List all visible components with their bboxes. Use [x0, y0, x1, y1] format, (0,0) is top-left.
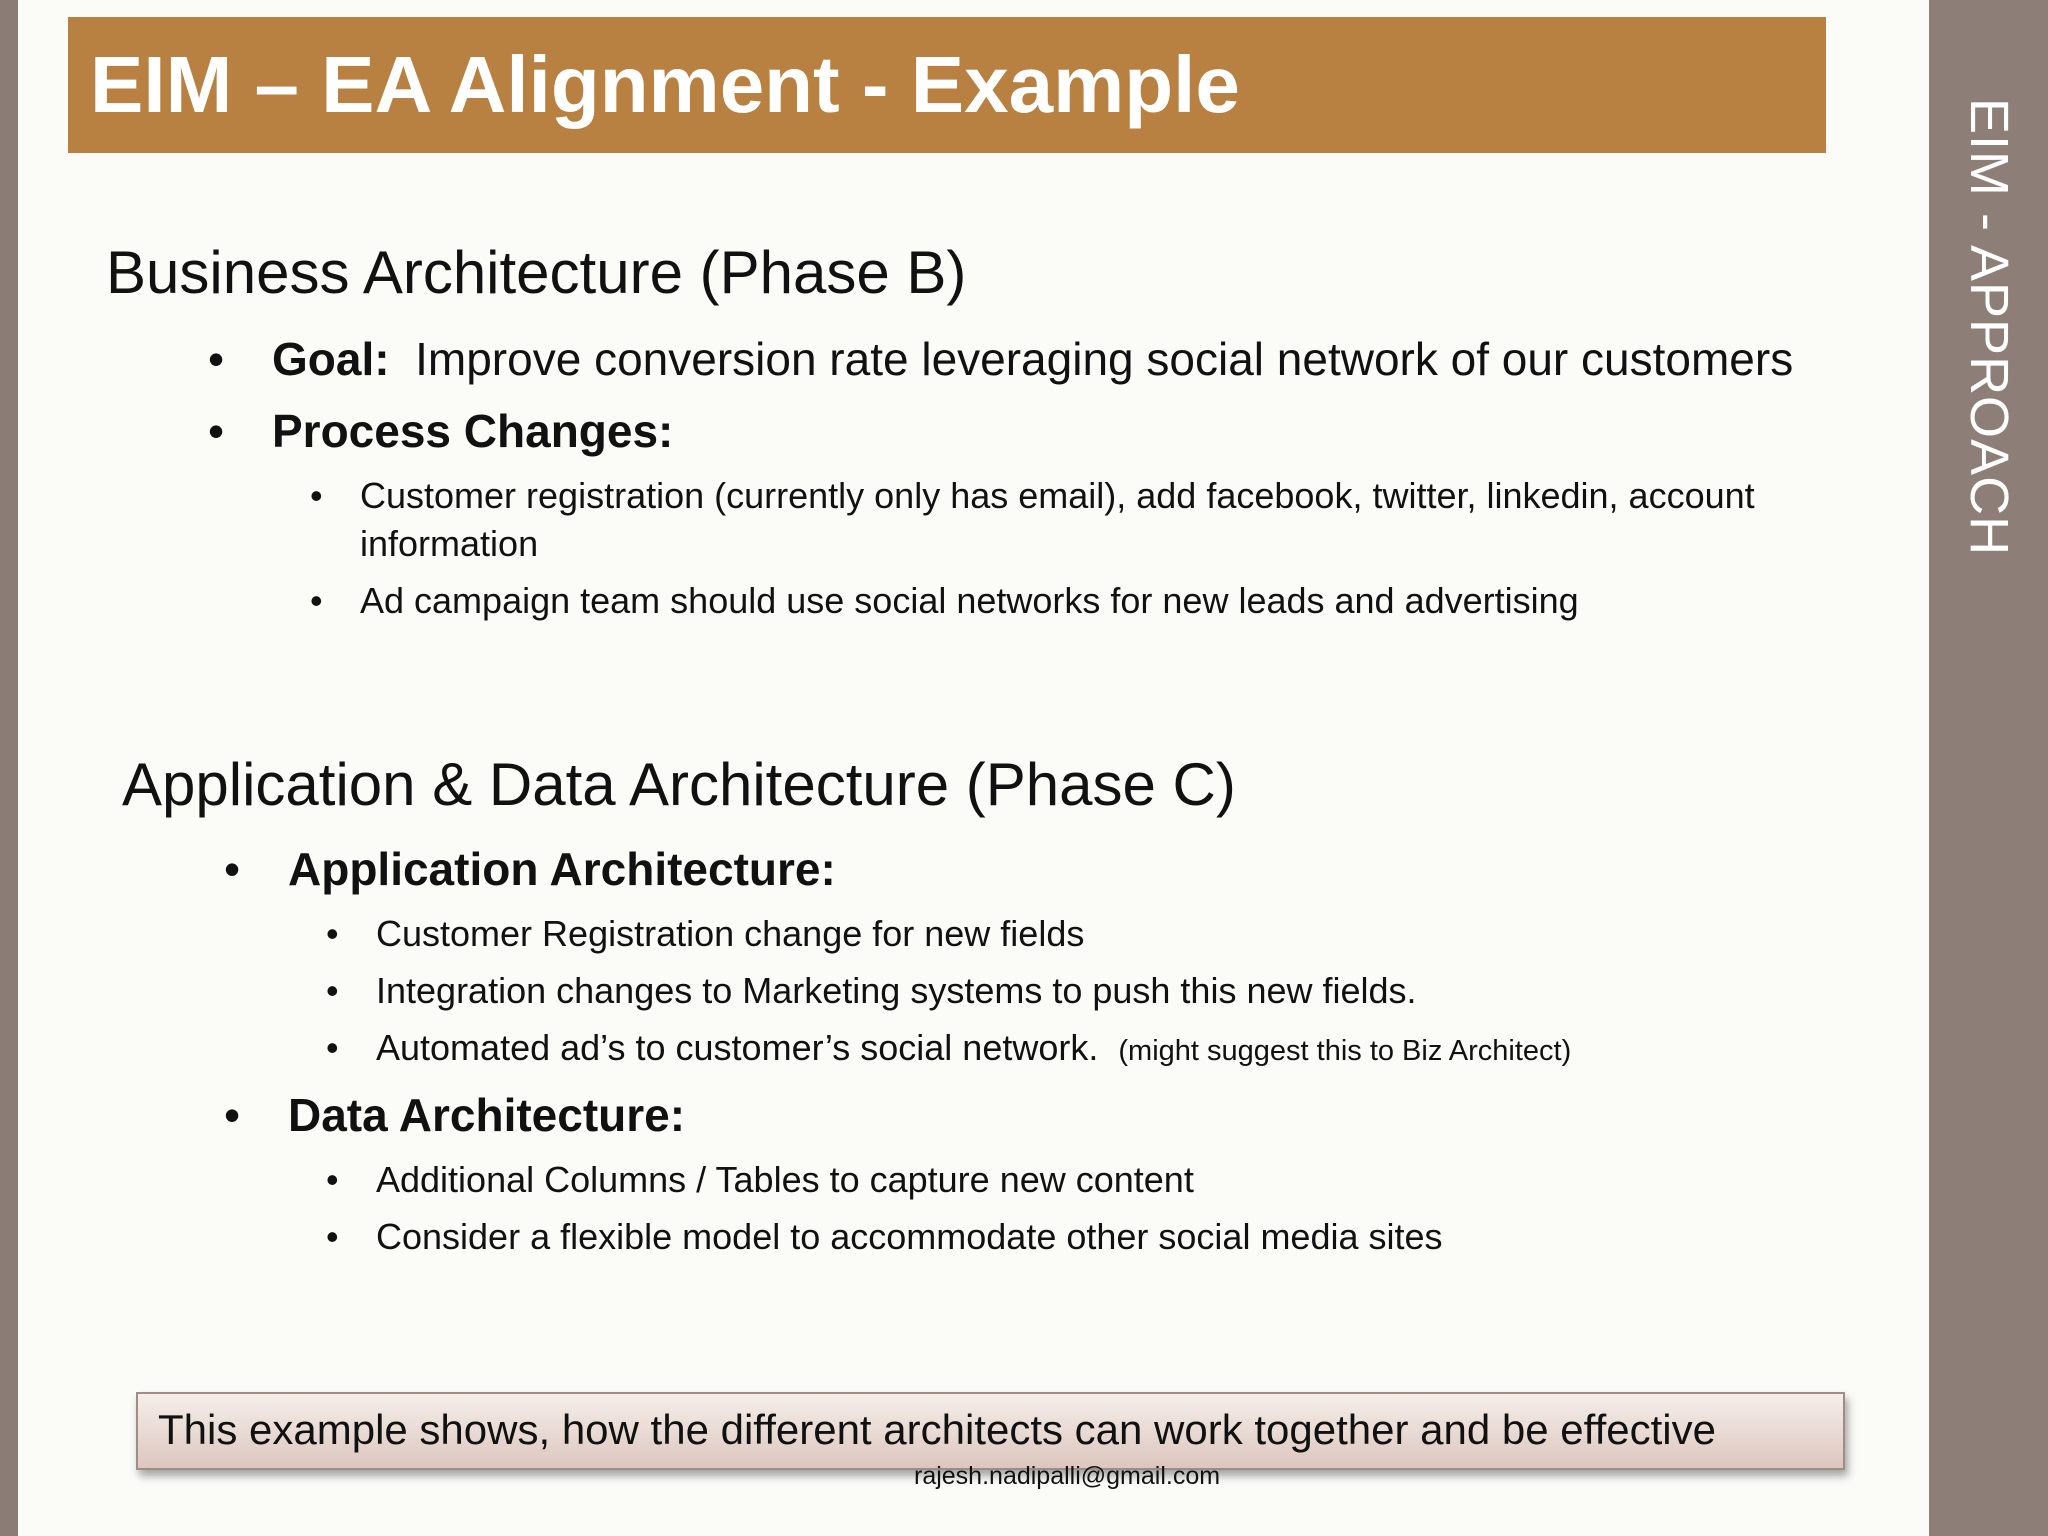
- title-banner: [68, 17, 1826, 153]
- process-item: [310, 472, 1870, 572]
- application-item: [326, 967, 1866, 1017]
- application-item-text: Automated ad’s to customer’s social network.: [376, 1027, 1099, 1068]
- bullet-dot: •: [224, 843, 241, 895]
- data-architecture-label: Data Architecture:: [288, 1089, 686, 1141]
- side-section-label: EIM - APPROACH: [1959, 98, 2019, 557]
- business-architecture-heading: Business Architecture (Phase B): [106, 239, 967, 306]
- application-item: [326, 910, 1866, 960]
- author-email: rajesh.nadipalli@gmail.com: [914, 1462, 1221, 1490]
- bullet-dot: •: [208, 333, 225, 385]
- bullet-dot: •: [326, 1216, 339, 1257]
- process-item: [310, 577, 1870, 627]
- bullet-dot: •: [310, 475, 323, 516]
- goal-label: Goal:: [272, 333, 390, 385]
- summary-text: This example shows, how the different architects can work together and be effective: [158, 1406, 1716, 1453]
- bullet-dot: •: [326, 970, 339, 1011]
- bullet-dot: •: [208, 405, 225, 457]
- application-architecture-label: Application Architecture:: [288, 843, 836, 895]
- goal-text: Improve conversion rate leveraging social network of our customers: [415, 333, 1794, 385]
- application-item-text: Integration changes to Marketing systems to push this new fields.: [376, 970, 1417, 1011]
- process-item-text: Customer registration (currently only has email), add facebook, twitter, linkedin, account: [360, 475, 1755, 516]
- bullet-dot: •: [326, 1027, 339, 1068]
- data-item-text: Additional Columns / Tables to capture new content: [376, 1159, 1194, 1200]
- process-item-text-continued: information: [360, 523, 539, 564]
- data-item: [326, 1156, 1866, 1206]
- process-changes-label: Process Changes:: [272, 405, 674, 457]
- app-data-architecture-heading: Application & Data Architecture (Phase C): [122, 751, 1236, 818]
- left-border: [0, 0, 18, 1536]
- slide-title: EIM – EA Alignment - Example: [90, 40, 1240, 129]
- bullet-dot: •: [224, 1089, 241, 1141]
- summary-callout: [136, 1392, 1845, 1470]
- data-item: [326, 1213, 1866, 1263]
- bullet-dot: •: [326, 913, 339, 954]
- bullet-dot: •: [310, 580, 323, 621]
- bullet-dot: •: [326, 1159, 339, 1200]
- application-item: [326, 1024, 1866, 1074]
- process-item-text: Ad campaign team should use social networks for new leads and advertising: [360, 580, 1579, 621]
- application-item-note: (might suggest this to Biz Architect): [1118, 1035, 1572, 1067]
- application-item-text: Customer Registration change for new fields: [376, 913, 1085, 954]
- data-item-text: Consider a flexible model to accommodate other social media sites: [376, 1216, 1443, 1257]
